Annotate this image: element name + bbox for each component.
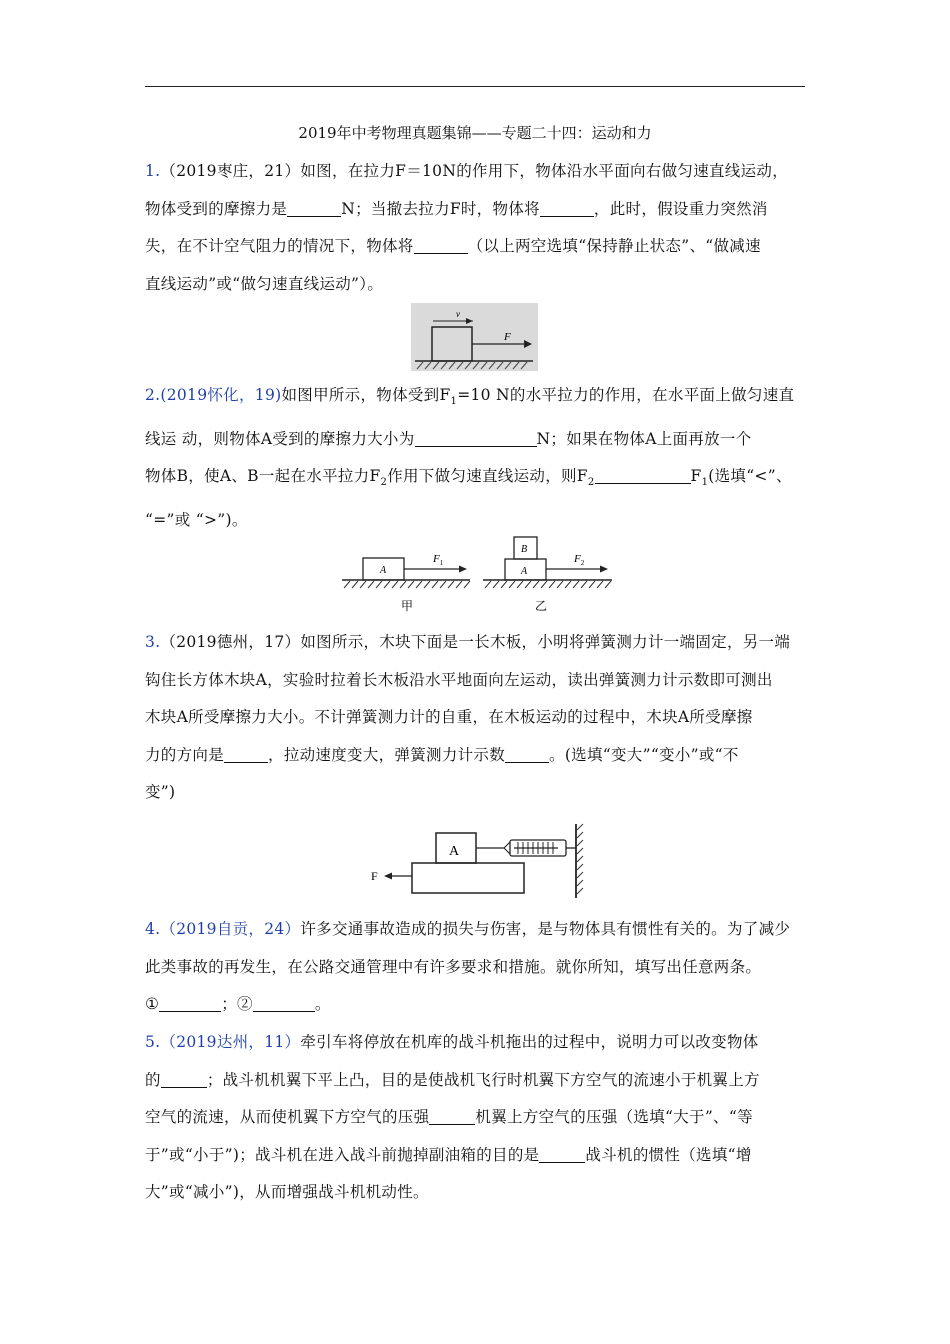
q2-line-3 <box>145 458 810 502</box>
q2-figure <box>340 535 615 615</box>
force-label <box>432 553 444 567</box>
q3-text-2: 钩住长方体木块A，实验时拉着长木板沿水平地面向左运动，读出弹簧测力计示数即可测出 <box>145 670 773 689</box>
page-title: 2019年中考物理真题集锦——专题二十四：运动和力 <box>298 124 652 142</box>
arrowhead <box>384 873 392 880</box>
q1-text-2b: N；当撤去拉力F时，物体将 <box>341 199 540 218</box>
long-board <box>412 863 524 893</box>
q1-line-3 <box>145 228 810 266</box>
q5-text-3b: 机翼上方空气的压强（选填“大于”、“等 <box>475 1108 753 1126</box>
q2-text-3b: 作用下做匀速直线运动，则F <box>387 467 588 486</box>
subscript: 2 <box>380 477 388 489</box>
q1-line-2 <box>145 191 810 229</box>
block-a-label: A <box>380 565 387 576</box>
q2-text-3d: (选填“<”、 <box>708 467 792 486</box>
q4-text-3b: ；② <box>221 995 253 1013</box>
answer-blank[interactable] <box>159 996 221 1013</box>
ground-hatching <box>485 581 611 588</box>
force-label-letter: F <box>433 553 440 565</box>
answer-blank[interactable] <box>253 996 315 1013</box>
q3-text-1: （2019德州，17）如图所示，木块下面是一长木板，小明将弹簧测力计一端固定，另一端 <box>160 633 791 651</box>
q2-number: 2. <box>145 386 161 404</box>
q5-line-1 <box>145 1024 810 1062</box>
q1-line-1 <box>145 153 810 191</box>
q4-text-3c: 。 <box>314 995 331 1013</box>
subscript: 2 <box>587 477 595 489</box>
answer-blank[interactable] <box>429 1109 475 1126</box>
force-label-subscript: 2 <box>580 559 585 567</box>
q3-line-2 <box>145 662 810 700</box>
q1-text-4: 直线运动”或“做匀速直线运动”）。 <box>145 274 384 293</box>
q1-text-3b: （以上两空选填“保持静止状态”、“做减速 <box>467 237 761 255</box>
q1-text-2a: 物体受到的摩擦力是 <box>145 199 288 218</box>
figure-label-jia: 甲 <box>401 599 414 613</box>
answer-blank[interactable] <box>224 746 268 763</box>
q2-line-4 <box>145 502 810 540</box>
q5-text-4b: 战斗机的惯性（选填“增 <box>585 1145 752 1164</box>
q2-text-2b: N；如果在物体A上面再放一个 <box>536 429 752 448</box>
q1-text-3a: 失，在不计空气阻力的情况下，物体将 <box>145 237 414 255</box>
answer-blank[interactable] <box>161 1071 207 1088</box>
q2-text-2a: 线运 动，则物体A受到的摩擦力大小为 <box>145 429 415 448</box>
wall-hatching <box>577 824 583 894</box>
q4-text-1: 许多交通事故造成的损失与伤害，是与物体具有惯性有关的。为了减少 <box>300 920 791 938</box>
block-b-label: B <box>521 544 528 555</box>
block-a-label: A <box>449 844 460 859</box>
question-2 <box>145 377 810 539</box>
q2-text-1b: =10 N的水平拉力的作用，在水平面上做匀速直 <box>457 386 795 404</box>
q5-text-5: 大”或“减小”)，从而增强战斗机机动性。 <box>145 1183 429 1201</box>
force-label <box>573 553 585 567</box>
question-4 <box>145 911 810 1024</box>
q5-line-5 <box>145 1174 810 1212</box>
q4-line-1 <box>145 911 810 949</box>
q3-text-3: 木块A所受摩擦力大小。不计弹簧测力计的自重，在木板运动的过程中，木块A所受摩擦 <box>145 708 753 726</box>
scale-hook <box>504 842 510 854</box>
q3-figure <box>368 822 588 900</box>
q5-text-4a: 于”或“小于”)；战斗机在进入战斗前抛掉副油箱的目的是 <box>145 1145 540 1164</box>
q4-source: （2019自贡，24） <box>160 920 301 938</box>
q2-text-3a: 物体B，使A、B一起在水平拉力F <box>145 467 381 486</box>
answer-blank[interactable] <box>415 430 537 447</box>
q2-line-1 <box>145 377 810 421</box>
q4-line-2 <box>145 949 810 987</box>
q3-text-4a: 力的方向是 <box>145 745 225 764</box>
question-3 <box>145 624 810 812</box>
arrowhead <box>459 566 467 573</box>
q5-text-1: 牵引车将停放在机库的战斗机拖出的过程中，说明力可以改变物体 <box>300 1033 759 1051</box>
q5-text-2b: ；战斗机机翼下平上凸，目的是使战机飞行时机翼下方空气的流速小于机翼上方 <box>206 1070 760 1089</box>
q1-text-2c: ，此时，假设重力突然消 <box>593 199 768 218</box>
answer-blank[interactable] <box>287 200 341 217</box>
q2-source: (2019怀化，19) <box>160 386 282 404</box>
question-5 <box>145 1024 810 1212</box>
question-1 <box>145 153 810 303</box>
q3-line-1 <box>145 624 810 662</box>
answer-blank[interactable] <box>505 746 549 763</box>
q5-text-3a: 空气的流速，从而使机翼下方空气的压强 <box>145 1108 430 1126</box>
answer-blank[interactable] <box>539 1146 585 1163</box>
q4-number: 4. <box>145 920 161 938</box>
answer-blank[interactable] <box>540 200 594 217</box>
q1-figure <box>411 303 538 371</box>
force-label: F <box>504 331 511 343</box>
q4-line-3 <box>145 986 810 1024</box>
q1-line-4 <box>145 266 810 304</box>
q5-text-2a: 的 <box>145 1070 161 1089</box>
subscript: 1 <box>701 477 709 489</box>
q3-text-4b: ，拉动速度变大，弹簧测力计示数 <box>268 745 506 764</box>
force-label-letter: F <box>574 553 581 565</box>
force-label: F <box>371 869 378 883</box>
q3-line-5 <box>145 774 810 812</box>
q5-source: （2019达州，11） <box>160 1033 301 1051</box>
q1-text-1: （2019枣庄，21）如图，在拉力F＝10N的作用下，物体沿水平面向右做匀速直线运动， <box>160 162 789 180</box>
subscript: 1 <box>450 396 458 408</box>
q4-text-3a: ① <box>145 995 160 1013</box>
q2-text-3c: F <box>690 467 702 486</box>
q2-text-4: “=”或 “>”)。 <box>145 510 248 529</box>
q3-text-5: 变”) <box>145 783 176 801</box>
q5-line-4 <box>145 1137 810 1175</box>
q1-number: 1. <box>145 162 161 180</box>
force-label-subscript: 1 <box>439 559 444 567</box>
block-a-label: A <box>521 566 528 577</box>
q5-line-2 <box>145 1062 810 1100</box>
arrowhead <box>600 566 608 573</box>
q3-text-4c: 。(选填“变大”“变小”或“不 <box>549 745 739 764</box>
q3-line-3 <box>145 699 810 737</box>
q5-line-3 <box>145 1099 810 1137</box>
q2-text-1a: 如图甲所示，物体受到F <box>281 386 451 404</box>
q5-number: 5. <box>145 1033 161 1051</box>
figure-label-yi: 乙 <box>535 599 548 613</box>
header-rule <box>145 86 805 87</box>
q3-number: 3. <box>145 633 161 651</box>
answer-blank[interactable] <box>595 468 691 485</box>
answer-blank[interactable] <box>414 238 468 255</box>
q4-text-2: 此类事故的再发生，在公路交通管理中有许多要求和措施。就你所知，填写出任意两条。 <box>145 957 762 976</box>
velocity-label: v <box>456 309 460 319</box>
q2-line-2 <box>145 421 810 459</box>
ground-hatching <box>344 581 470 588</box>
q3-line-4 <box>145 737 810 775</box>
